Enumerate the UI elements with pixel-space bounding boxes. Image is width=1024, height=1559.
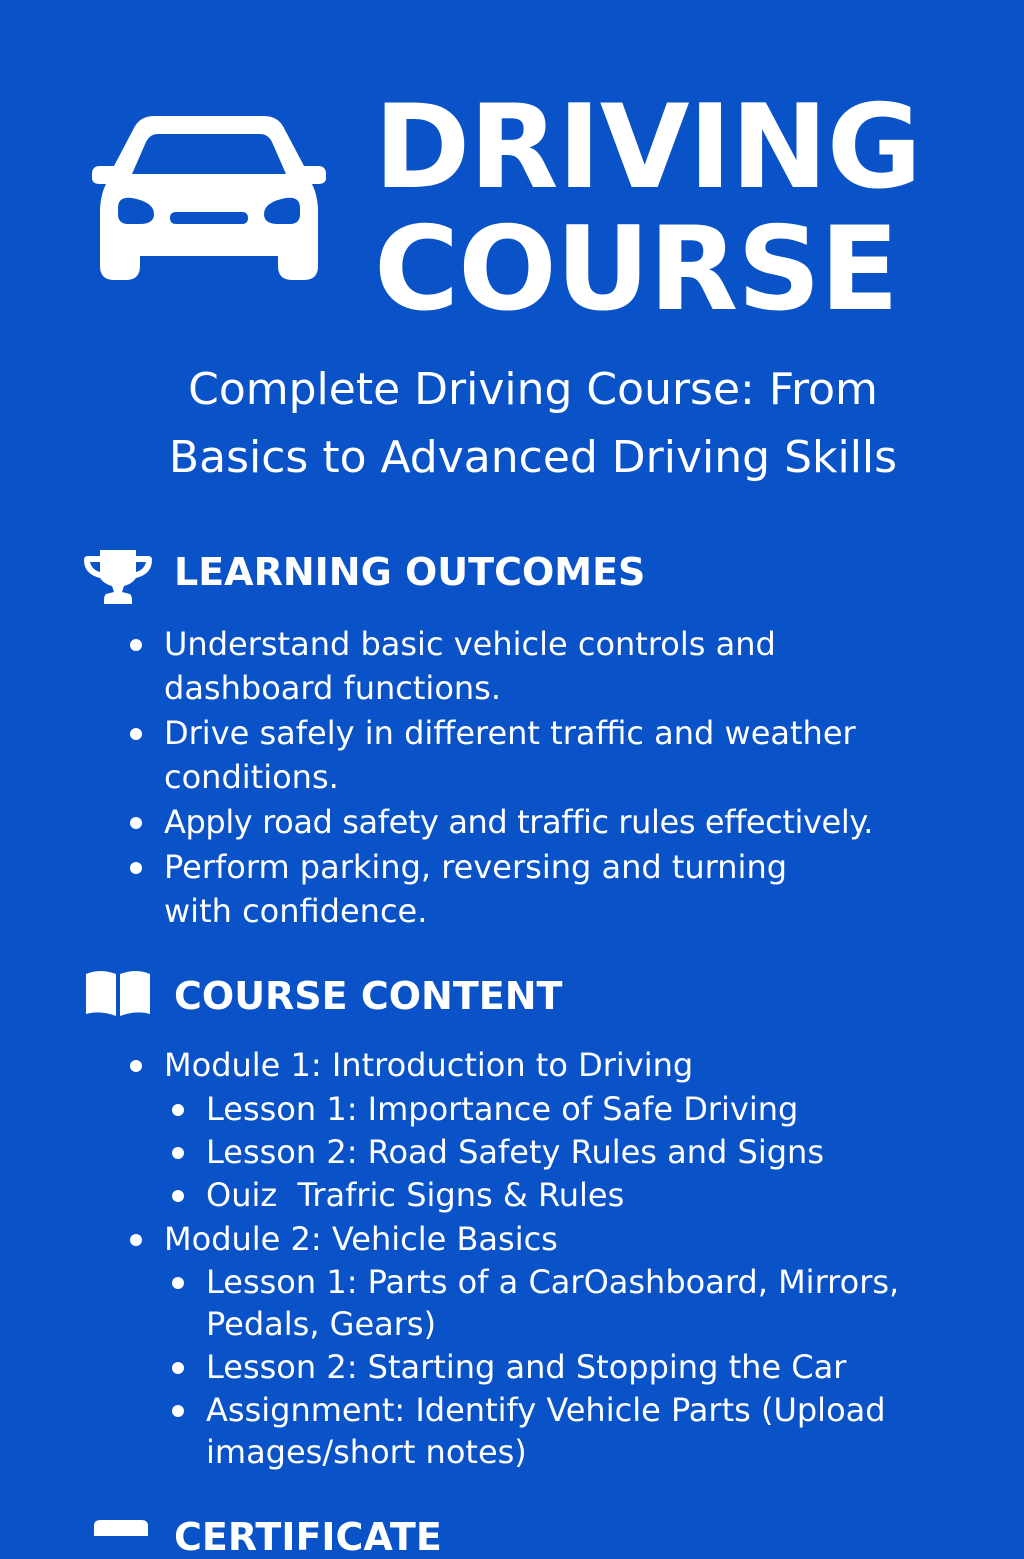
lesson-item: [172, 1087, 1024, 1131]
certificate-icon: [94, 1520, 148, 1536]
list-item-text: Perform parking, reversing and turning: [164, 848, 788, 886]
lesson-item: [172, 1173, 1024, 1217]
lesson-text: Lesson 2: Road Safety Rules and Signs: [206, 1133, 824, 1171]
list-item-text: Drive safely in different traffic and weather: [164, 714, 856, 752]
list-item-text: Apply road safety and traffic rules effectively.: [164, 803, 874, 841]
bullet-icon: [130, 817, 142, 829]
lesson-text: Lesson 1: Importance of Safe Driving: [206, 1090, 799, 1128]
module-item: [130, 1043, 990, 1087]
list-item-text: Understand basic vehicle controls and: [164, 625, 776, 663]
book-icon: [86, 970, 150, 1016]
list-item-text: conditions.: [164, 758, 339, 796]
lesson-text: Pedals, Gears): [206, 1305, 437, 1343]
bullet-icon: [172, 1362, 184, 1374]
bullet-icon: [130, 1234, 142, 1246]
list-item: [130, 845, 990, 933]
list-item-text: dashboard functions.: [164, 669, 502, 707]
title-line-2: COURSE: [374, 202, 899, 337]
lesson-item: [172, 1345, 1024, 1389]
list-item: [130, 711, 990, 799]
lesson-text: Assignment: Identify Vehicle Parts (Upload: [206, 1391, 886, 1429]
lesson-text: Lesson 1: Parts of a CarOashboard, Mirrors,: [206, 1263, 900, 1301]
bullet-icon: [172, 1147, 184, 1159]
lesson-item: [172, 1260, 1024, 1346]
lesson-text: images/short notes): [206, 1433, 527, 1471]
bullet-icon: [130, 862, 142, 874]
title-line-1: DRIVING: [374, 80, 922, 215]
bullet-icon: [130, 728, 142, 740]
module-item: [130, 1217, 990, 1261]
subtitle-line-2: Basics to Advanced Driving Skills: [168, 432, 898, 483]
bullet-icon: [172, 1190, 184, 1202]
list-item: [130, 800, 990, 844]
certificate-heading: CERTIFICATE: [174, 1515, 442, 1559]
car-icon: [92, 114, 326, 282]
module-title: Module 2: Vehicle Basics: [164, 1220, 558, 1258]
subtitle-line-1: Complete Driving Course: From: [188, 364, 878, 415]
bullet-icon: [130, 639, 142, 651]
lesson-text: Ouiz Trafric Signs & Rules: [206, 1176, 625, 1214]
list-item: [130, 622, 990, 710]
list-item-text: with confidence.: [164, 892, 428, 930]
course-content-heading: COURSE CONTENT: [174, 974, 563, 1018]
bullet-icon: [130, 1060, 142, 1072]
module-title: Module 1: Introduction to Driving: [164, 1046, 694, 1084]
learning-outcomes-heading: LEARNING OUTCOMES: [174, 550, 646, 594]
bullet-icon: [172, 1104, 184, 1116]
bullet-icon: [172, 1277, 184, 1289]
lesson-text: Lesson 2: Starting and Stopping the Car: [206, 1348, 847, 1386]
bullet-icon: [172, 1405, 184, 1417]
lesson-item: [172, 1388, 1024, 1474]
trophy-icon: [84, 548, 152, 604]
lesson-item: [172, 1130, 1024, 1174]
